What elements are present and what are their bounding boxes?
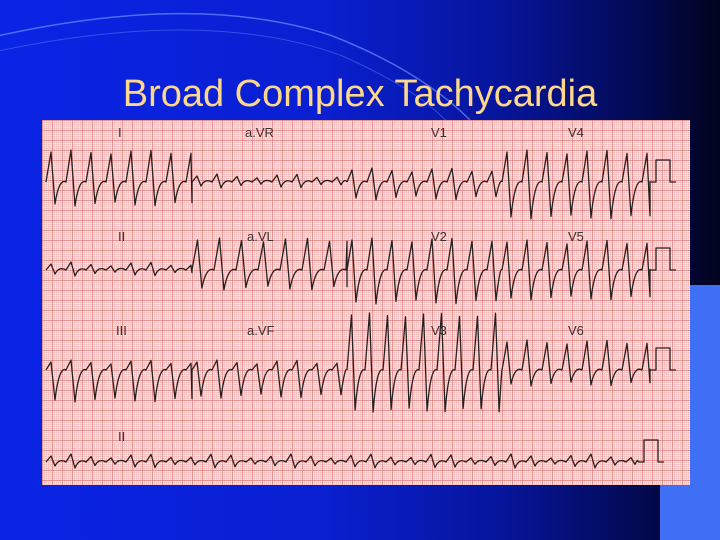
ecg-trace-row3-seg2 — [192, 360, 347, 398]
ecg-trace-row1-seg3 — [347, 168, 502, 200]
lead-label-v3: V3 — [431, 323, 447, 338]
lead-label-avf: a.VF — [247, 323, 275, 338]
lead-label-rhythm-ii: II — [118, 429, 126, 444]
ecg-trace-row3-seg3 — [347, 313, 502, 412]
ecg-trace-row3-seg4 — [502, 340, 650, 386]
calibration-pulse-row3 — [650, 348, 676, 370]
ecg-trace-row2-seg1 — [46, 262, 192, 276]
calibration-pulse-row2 — [650, 248, 676, 270]
ecg-trace-row1-seg4 — [502, 150, 650, 219]
ecg-trace-row1-seg1 — [46, 150, 192, 206]
lead-label-v5: V5 — [568, 229, 584, 244]
calibration-pulse-row1 — [650, 160, 676, 182]
lead-label-avl: a.VL — [247, 229, 274, 244]
ecg-trace-row1-seg2 — [192, 174, 347, 188]
ecg-trace-row2-seg4 — [502, 240, 650, 300]
ecg-strip — [42, 120, 690, 485]
ecg-trace-row2-seg3 — [347, 238, 502, 304]
lead-label-avr: a.VR — [245, 125, 274, 140]
lead-label-v6: V6 — [568, 323, 584, 338]
ecg-traces — [42, 120, 690, 485]
lead-label-v2: V2 — [431, 229, 447, 244]
ecg-trace-row2-seg2 — [192, 238, 347, 290]
lead-label-v4: V4 — [568, 125, 584, 140]
ecg-trace-row3-seg1 — [46, 360, 192, 402]
ecg-rhythm-strip-ii — [46, 454, 638, 468]
lead-label-v1: V1 — [431, 125, 447, 140]
lead-label-ii: II — [118, 229, 126, 244]
lead-label-iii: III — [116, 323, 127, 338]
slide-title: Broad Complex Tachycardia — [122, 73, 598, 115]
lead-label-i: I — [118, 125, 122, 140]
calibration-pulse-rhythm — [638, 440, 664, 462]
